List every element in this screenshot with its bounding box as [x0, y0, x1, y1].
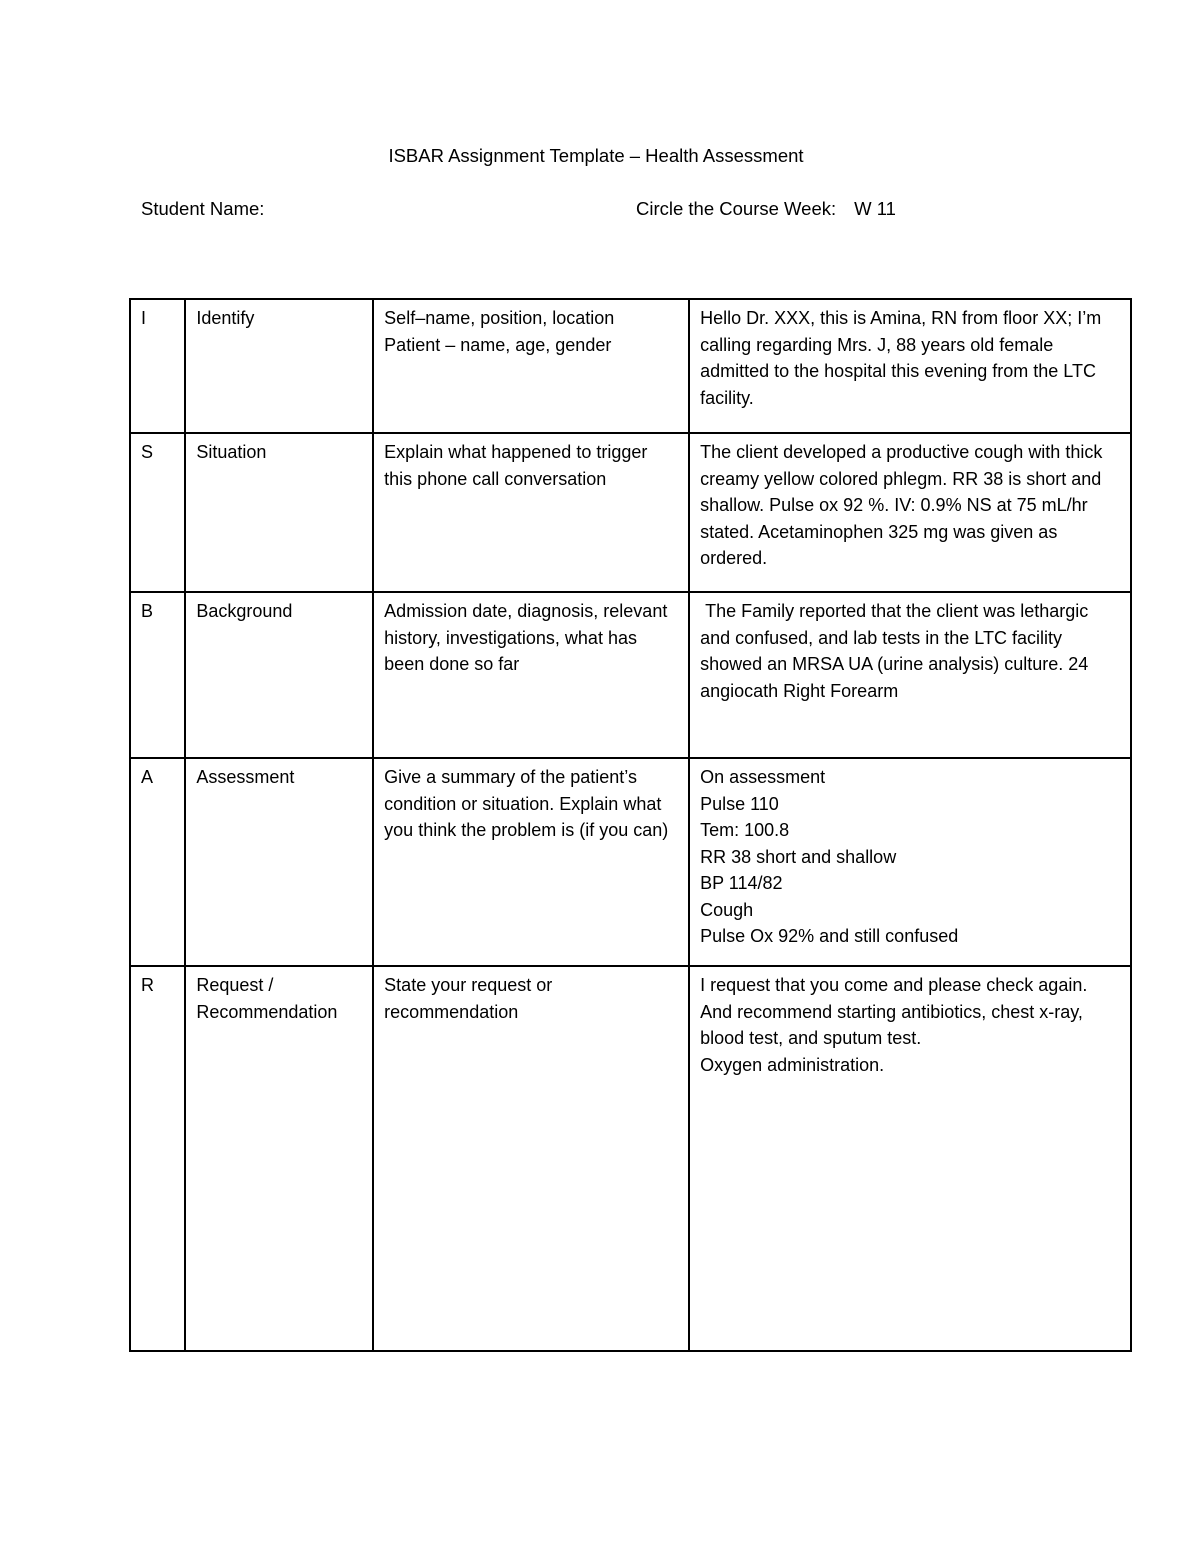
row-step: Identify	[185, 299, 373, 433]
row-response: The Family reported that the client was lethargic and confused, and lab tests in the LTC facility showed an MRSA UA (urine analysis) culture. 24 angiocath Right Forearm	[689, 592, 1131, 758]
row-step: Request / Recommendation	[185, 966, 373, 1351]
isbar-row-request-recommendation	[130, 966, 1131, 1351]
row-response: Hello Dr. XXX, this is Amina, RN from floor XX; I’m calling regarding Mrs. J, 88 years old female admitted to the hospital this evening from the LTC facility.	[689, 299, 1131, 433]
isbar-row-assessment	[130, 758, 1131, 966]
document-title: ISBAR Assignment Template – Health Assessment	[388, 145, 804, 166]
row-step: Assessment	[185, 758, 373, 966]
student-name-label: Student Name:	[141, 198, 265, 219]
row-prompt: State your request or recommendation	[373, 966, 689, 1351]
row-prompt: Give a summary of the patient’s condition or situation. Explain what you think the problem is (if you can)	[373, 758, 689, 966]
row-prompt: Explain what happened to trigger this phone call conversation	[373, 433, 689, 592]
isbar-row-identify	[130, 299, 1131, 433]
row-letter: B	[130, 592, 185, 758]
row-response: I request that you come and please check again. And recommend starting antibiotics, chest x-ray, blood test, and sputum test. Oxygen administration.	[689, 966, 1131, 1351]
row-letter: I	[130, 299, 185, 433]
row-response: The client developed a productive cough with thick creamy yellow colored phlegm. RR 38 is short and shallow. Pulse ox 92 %. IV: 0.9% NS at 75 mL/hr stated. Acetaminophen 325 mg was given as ordered.	[689, 433, 1131, 592]
course-week-label: Circle the Course Week:	[636, 198, 837, 219]
row-response: On assessment Pulse 110 Tem: 100.8 RR 38 short and shallow BP 114/82 Cough Pulse Ox 92% and still confused	[689, 758, 1131, 966]
row-step: Situation	[185, 433, 373, 592]
course-week-line	[636, 197, 896, 221]
course-week-value: W 11	[854, 198, 896, 219]
row-letter: R	[130, 966, 185, 1351]
row-prompt: Admission date, diagnosis, relevant history, investigations, what has been done so far	[373, 592, 689, 758]
row-letter: S	[130, 433, 185, 592]
isbar-row-background	[130, 592, 1131, 758]
isbar-row-situation	[130, 433, 1131, 592]
row-letter: A	[130, 758, 185, 966]
isbar-table	[129, 298, 1132, 1352]
row-prompt: Self–name, position, location Patient – name, age, gender	[373, 299, 689, 433]
row-step: Background	[185, 592, 373, 758]
